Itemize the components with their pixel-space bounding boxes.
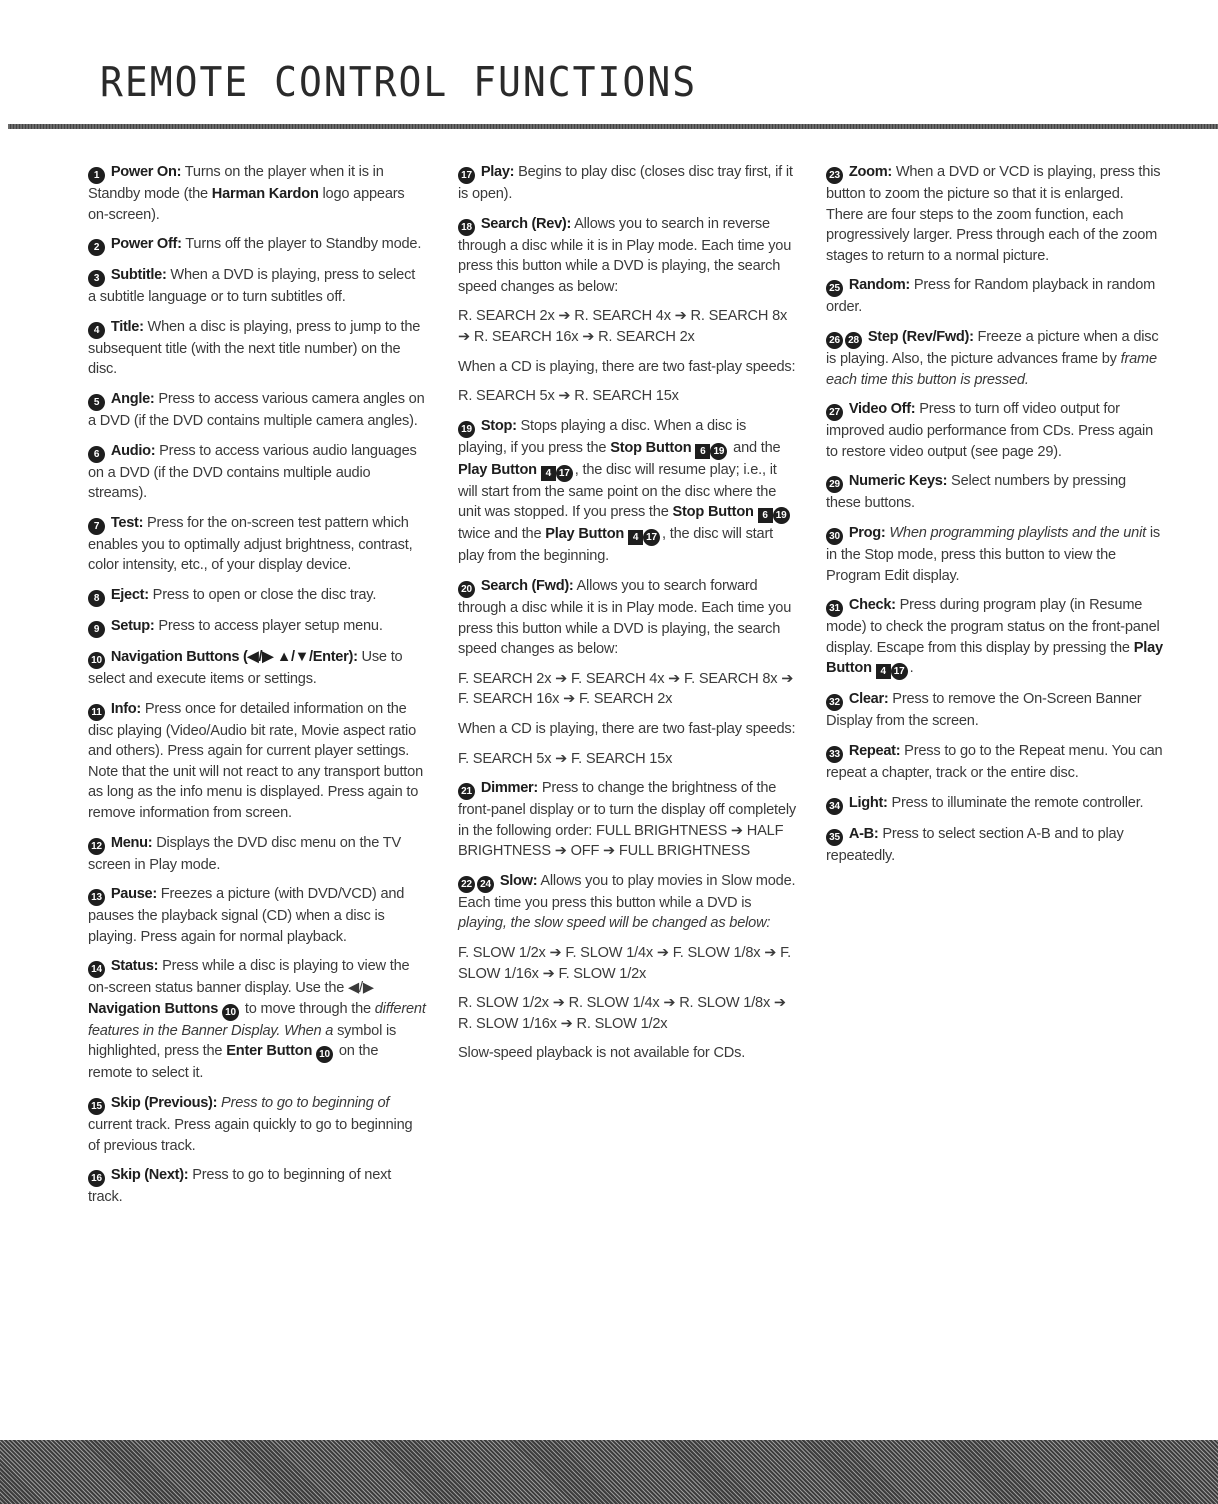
entry-label: Menu: [110,834,153,851]
entry-text: Press to access various audio languages on a DVD (if the DVD contains multiple audio streams). [88,442,417,502]
entry-power-on [88,162,426,225]
entry-text: When a disc is playing, press to jump to the subsequent title (with the next title number) on the disc. [88,318,421,378]
entry-text: to move through the [241,1000,375,1017]
entry-test [88,513,426,576]
entry-text: Press to open or close the disc tray. [152,586,377,603]
search-fwd-sequence: F. SEARCH 2x ➔ F. SEARCH 4x ➔ F. SEARCH 8x ➔ F. SEARCH 16x ➔ F. SEARCH 2x [458,670,794,708]
entry-text: Press for the on-screen test pattern which enables you to optimally adjust brightness, contrast, color intensity, etc., of your display device. [88,514,413,574]
callout-number-badge: 23 [826,167,843,184]
callout-number-badge: 17 [891,663,908,680]
callout-number-badge: 4 [88,322,105,339]
slow-forward-sequence: F. SLOW 1/2x ➔ F. SLOW 1/4x ➔ F. SLOW 1/8x ➔ F. SLOW 1/16x ➔ F. SLOW 1/2x [458,945,792,982]
entry-label: A-B: [848,825,879,842]
entry-skip-next [88,1165,426,1208]
callout-number-badge: 6 [88,446,105,463]
search-rev-cd-sequence: R. SEARCH 5x ➔ R. SEARCH 15x [458,388,679,405]
callout-number-badge: 1 [88,167,105,184]
callout-number-badge: 11 [88,704,105,721]
entry-label: Eject: [110,586,149,603]
entry-text: Press while a disc is playing to view the on-screen status banner display. Use the ◀/▶ [88,958,410,997]
entry-label: Slow: [499,872,538,889]
entry-label: Random: [848,277,910,294]
entry-label: Numeric Keys: [848,473,948,490]
entry-prog [826,523,1164,586]
entry-pause [88,884,426,947]
entry-audio [88,441,426,504]
search-rev-cd-note: When a CD is playing, there are two fast-play speeds: [458,358,796,375]
entry-label: Info: [110,700,141,717]
column-3 [826,162,1164,875]
entry-text: Press to go to the Repeat menu. You can repeat a chapter, track or the entire disc. [826,742,1163,781]
callout-number-badge: 15 [88,1098,105,1115]
entry-a-b [826,824,1164,867]
search-fwd-cd-note: When a CD is playing, there are two fast-play speeds: [458,720,796,737]
entry-italic: Press to go to beginning of [221,1095,390,1112]
entry-bold: Harman Kardon [211,186,319,202]
callout-number-badge: 17 [458,167,475,184]
entry-label: Navigation Buttons (◀/▶ ▲/▼/Enter): [110,648,358,665]
entry-text: Turns on the player when it is in Standby mode (the [88,164,384,202]
entry-power-off [88,234,426,256]
entry-label: Dimmer: [480,780,538,797]
entry-angle [88,389,426,432]
entry-italic: playing, the slow speed will be changed as below: [458,915,771,932]
entry-text: . [909,660,914,677]
entry-text: When a DVD is playing, press to select a subtitle language or to turn subtitles off. [88,267,416,306]
entry-text: Use to select and execute items or settings. [88,648,403,687]
entry-dimmer [458,778,796,862]
entry-title [88,317,426,380]
callout-number-badge: 22 [458,876,475,893]
entry-text: , the disc will resume play; i.e., it will start from the same point on the disc where the unit was stopped. If you press the [458,461,777,521]
entry-text: Begins to play disc (closes disc tray first, if it is open). [458,164,793,202]
entry-bold: Play Button [826,639,1163,677]
entry-text: , the disc will start play from the beginning. [458,526,773,565]
callout-number-badge: 10 [88,652,105,669]
callout-number-badge: 12 [88,838,105,855]
entry-label: Light: [848,794,888,811]
entry-text: is in the Stop mode, press this button to view the Program Edit display. [826,524,1160,584]
column-1 [88,162,426,1217]
entry-subtitle [88,265,426,308]
entry-repeat [826,741,1164,784]
entry-skip-previous [88,1093,426,1156]
callout-number-badge: 17 [556,465,573,482]
entry-bold: Play Button [458,461,537,478]
callout-number-badge: 20 [458,581,475,598]
entry-menu [88,833,426,876]
entry-text: Displays the DVD disc menu on the TV screen in Play mode. [88,834,401,873]
callout-number-badge: 7 [88,518,105,535]
entry-text: Stops playing a disc. When a disc is playing, if you press the [458,417,747,456]
search-rev-sequence: R. SEARCH 2x ➔ R. SEARCH 4x ➔ R. SEARCH 8x ➔ R. SEARCH 16x ➔ R. SEARCH 2x [458,308,788,345]
entry-text: current track. Press again quickly to go to beginning of previous track. [88,1117,413,1154]
entry-text: Allows you to play movies in Slow mode. Each time you press this button while a DVD is [458,872,796,911]
entry-text: Turns off the player to Standby mode. [185,236,422,253]
entry-numeric-keys [826,471,1164,514]
entry-label: Test: [110,514,144,531]
entry-italic: frame each time this button is pressed. [826,350,1157,388]
callout-number-badge: 30 [826,528,843,545]
callout-number-badge: 9 [88,621,105,638]
callout-number-badge: 17 [643,529,660,546]
entry-label: Power Off: [110,236,182,253]
entry-bold: Stop Button [672,504,754,521]
callout-number-badge: 24 [477,876,494,893]
callout-number-badge: 19 [458,421,475,438]
entry-step [826,327,1164,390]
entry-label: Search (Fwd): [480,577,574,594]
entry-label: Title: [110,318,144,335]
entry-label: Check: [848,597,896,614]
callout-number-badge: 16 [88,1170,105,1187]
page-title: REMOTE CONTROL FUNCTIONS [100,58,698,106]
entry-text: Press to select section A-B and to play repeatedly. [826,825,1124,864]
entry-bold: Navigation Buttons [88,1000,219,1017]
entry-text: Press for Random playback in random order. [826,277,1156,316]
entry-bold: Enter Button [226,1043,313,1060]
entry-text: Select numbers by pressing these buttons. [826,473,1126,512]
entry-slow [458,871,796,934]
entry-label: Stop: [480,417,517,434]
entry-status [88,956,426,1084]
entry-text: Freeze a picture when a disc is playing. Also, the picture advances frame by [826,328,1159,367]
entry-info [88,699,426,824]
entry-navigation-buttons [88,647,426,690]
callout-number-badge: 35 [826,829,843,846]
entry-text: Press to go to beginning of next track. [88,1167,392,1206]
entry-text: Press once for detailed information on the disc playing (Video/Audio bit rate, Movie aspect ratio and others). Press again for current player settings. Note that the unit will not react to any transport button as long as the info menu is displayed. Press again to remove information from screen. [88,700,423,821]
entry-label: Search (Rev): [480,215,572,232]
entry-text: Allows you to search forward through a disc while it is in Play mode. Each time you press this button while a DVD is playing, the search speed changes as below: [458,577,792,658]
entry-check [826,595,1164,680]
callout-number-badge: 34 [826,798,843,815]
entry-text: Press to illuminate the remote controller. [891,794,1144,811]
entry-clear [826,689,1164,732]
entry-text: Press to turn off video output for improved audio performance from CDs. Press again to restore video output (see page 29). [826,401,1154,460]
entry-setup [88,616,426,638]
entry-zoom [826,162,1164,266]
entry-label: Power On: [110,164,182,180]
entry-text: logo appears on-screen). [88,186,405,223]
entry-text: and the [729,439,781,456]
entry-text: When a DVD or VCD is playing, press this button to zoom the picture so that it is enlarged. There are four steps to the zoom function, each progressively larger. Press through each of the zoom stages to return to a normal picture. [826,164,1161,264]
callout-number-badge: 14 [88,961,105,978]
play-key-icon: 4 [541,466,556,481]
entry-label: Audio: [110,442,156,459]
play-key-icon: 4 [628,530,643,545]
entry-label: Zoom: [848,164,892,180]
entry-text: Freezes a picture (with DVD/VCD) and pauses the playback signal (CD) when a disc is playing. Press again for normal playback. [88,886,405,945]
entry-bold: Stop Button [610,439,692,456]
entry-search-rev [458,214,796,298]
entry-text: Press to access various camera angles on a DVD (if the DVD contains multiple camera angles). [88,390,425,429]
callout-number-badge: 18 [458,219,475,236]
entry-text: on the remote to select it. [88,1043,379,1082]
entry-label: Repeat: [848,742,901,759]
entry-label: Skip (Previous): [110,1095,218,1112]
entry-text: Press to change the brightness of the front-panel display or to turn the display off completely in the following order: FULL BRIGHTNESS ➔ HALF BRIGHTNESS ➔ OFF ➔ FULL BRIGHTNESS [458,780,796,860]
footer-bar [0,1440,1218,1504]
entry-text: twice and the [458,526,546,543]
entry-text: Press to access player setup menu. [158,617,383,634]
slow-cd-note: Slow-speed playback is not available for CDs. [458,1045,746,1062]
callout-number-badge: 31 [826,600,843,617]
entry-label: Setup: [110,617,155,634]
column-2 [458,162,796,1073]
callout-number-badge: 5 [88,394,105,411]
callout-number-badge: 19 [773,507,790,524]
callout-number-badge: 27 [826,404,843,421]
callout-number-badge: 10 [316,1046,333,1063]
entry-label: Subtitle: [110,267,167,284]
entry-text: Press during program play (in Resume mode) to check the program status on the front-panel display. Escape from this display by pressing the [826,597,1160,656]
stop-key-icon: 6 [695,444,710,459]
entry-label: Prog: [848,524,886,541]
callout-number-badge: 29 [826,476,843,493]
callout-number-badge: 26 [826,332,843,349]
entry-label: Pause: [110,886,157,903]
entry-search-fwd [458,576,796,660]
entry-label: Skip (Next): [110,1167,189,1184]
entry-stop [458,416,796,567]
header-rule [8,124,1218,129]
entry-text: Allows you to search in reverse through a disc while it is in Play mode. Each time you press this button while a DVD is playing, the search speed changes as below: [458,215,792,295]
entry-video-off [826,399,1164,462]
entry-light [826,793,1164,815]
entry-label: Play: [480,164,515,180]
entry-italic: When programming playlists and the unit [889,524,1146,541]
callout-number-badge: 19 [710,443,727,460]
entry-eject [88,585,426,607]
play-key-icon: 4 [876,664,891,679]
entry-italic: different features in the Banner Display. When a [88,1000,426,1039]
callout-number-badge: 28 [845,332,862,349]
callout-number-badge: 3 [88,270,105,287]
slow-reverse-sequence: R. SLOW 1/2x ➔ R. SLOW 1/4x ➔ R. SLOW 1/8x ➔ R. SLOW 1/16x ➔ R. SLOW 1/2x [458,995,786,1032]
entry-label: Step (Rev/Fwd): [867,328,974,345]
search-fwd-cd-sequence: F. SEARCH 5x ➔ F. SEARCH 15x [458,750,673,767]
entry-random [826,275,1164,318]
entry-text: symbol is highlighted, press the [88,1022,397,1060]
entry-label: Video Off: [848,401,916,418]
stop-key-icon: 6 [758,508,773,523]
callout-number-badge: 32 [826,694,843,711]
entry-play [458,162,796,205]
entry-label: Status: [110,958,159,975]
callout-number-badge: 8 [88,590,105,607]
callout-number-badge: 33 [826,746,843,763]
callout-number-badge: 25 [826,280,843,297]
callout-number-badge: 13 [88,889,105,906]
entry-text: Press to remove the On-Screen Banner Display from the screen. [826,691,1142,730]
entry-label: Clear: [848,691,889,708]
entry-label: Angle: [110,390,155,407]
callout-number-badge: 2 [88,239,105,256]
callout-number-badge: 10 [222,1004,239,1021]
entry-bold: Play Button [545,526,625,543]
callout-number-badge: 21 [458,783,475,800]
